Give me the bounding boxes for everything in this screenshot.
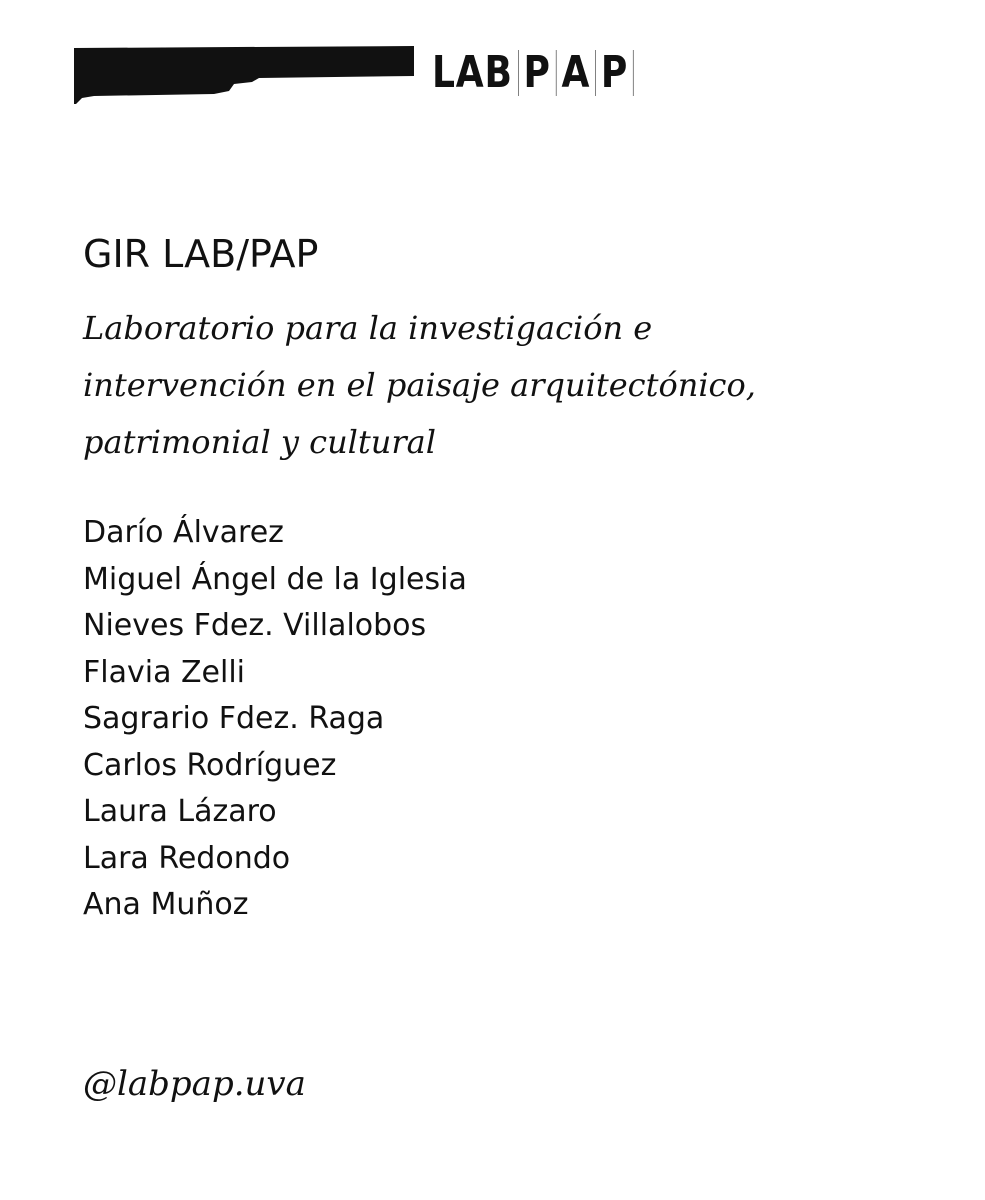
members-list (83, 510, 467, 929)
subtitle (83, 300, 963, 471)
logo-black-bar (74, 46, 414, 104)
logo-separator (518, 50, 519, 96)
member-name: Sagrario Fdez. Raga (83, 701, 385, 736)
social-handle: @labpap.uva (83, 1064, 306, 1104)
subtitle-line: Laboratorio para la investigación e (83, 309, 653, 347)
member-name: Flavia Zelli (83, 654, 245, 690)
subtitle-line: patrimonial y cultural (83, 423, 436, 461)
logo-separator (595, 50, 596, 96)
member-name: Ana Muñoz (83, 887, 249, 922)
logo-part-p2: P (600, 47, 629, 98)
member-name: Miguel Ángel de la Iglesia (83, 561, 467, 597)
member-name: Laura Lázaro (83, 794, 277, 829)
subtitle-line: intervención en el paisaje arquitectónico, (83, 366, 756, 404)
logo-part-p1: P (523, 47, 551, 98)
member-name: Carlos Rodríguez (83, 747, 337, 783)
member-name: Nieves Fdez. Villalobos (83, 608, 427, 643)
page-title: GIR LAB/PAP (83, 232, 319, 276)
logo-separator (556, 50, 557, 96)
member-name: Darío Álvarez (83, 515, 284, 550)
logo-part-a: A (561, 47, 591, 98)
labpap-logo (74, 38, 694, 108)
logo-part-lab: LAB (432, 47, 513, 98)
logo-wordmark (432, 38, 639, 108)
logo-separator (633, 50, 634, 96)
member-name: Lara Redondo (83, 840, 291, 876)
